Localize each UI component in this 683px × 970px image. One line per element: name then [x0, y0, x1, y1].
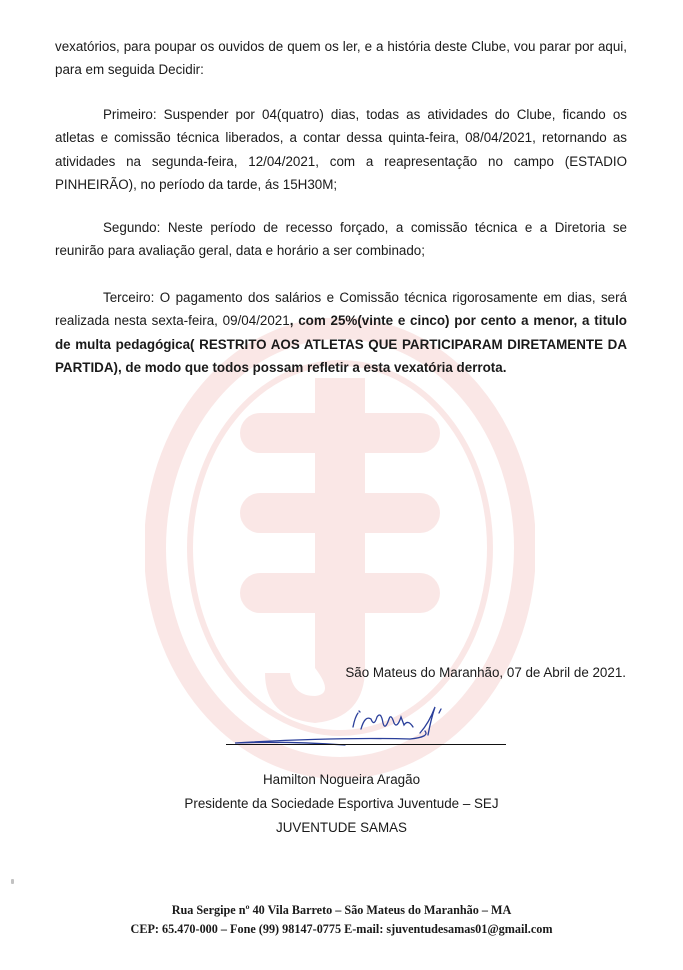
signer-name: Hamilton Nogueira Aragão	[262, 772, 421, 787]
paragraph-primeiro-text: Primeiro: Suspender por 04(quatro) dias, todas as atividades do Clube, ficando os atletas e comissão técnica liberados, a contar dessa quinta-feira, 08/04/2021, retornando as atividades na segunda-feira, 12/04/2021, com a reapresentação no campo (ESTADIO PINHEIRÃO), no período da tarde, ás 15H30M;	[55, 107, 627, 192]
paragraph-primeiro	[55, 103, 627, 196]
handwritten-signature	[225, 705, 515, 755]
signer-title: Presidente da Sociedade Esportiva Juventude – SEJ	[184, 796, 499, 811]
paragraph-terceiro-bold-text: , com 25%(vinte e cinco) por cento a menor, a titulo de multa pedagógica( RESTRITO AOS ATLETAS QUE PARTICIPARAM DIRETAMENTE DA PARTIDA), de modo que todos possam refletir a esta vexatória derrota.	[55, 313, 627, 375]
footer-address: Rua Sergipe nº 40 Vila Barreto – São Mateus do Maranhão – MA	[171, 903, 512, 917]
paragraph-terceiro-text: Terceiro: O pagamento dos salários e Comissão técnica rigorosamente em dias, será realizada nesta sexta-feira, 09/04/2021	[55, 290, 627, 329]
footer-contact: CEP: 65.470-000 – Fone (99) 98147-0775 E-mail: sjuventudesamas01@gmail.com	[130, 922, 553, 936]
date-line: São Mateus do Maranhão, 07 de Abril de 2021.	[345, 665, 626, 680]
scan-speck	[11, 879, 14, 884]
signer-club: JUVENTUDE SAMAS	[276, 820, 407, 835]
paragraph-terceiro	[55, 286, 627, 379]
paragraph-intro	[55, 35, 627, 82]
signature-line	[226, 744, 506, 745]
paragraph-segundo	[55, 216, 627, 263]
paragraph-intro-text: vexatórios, para poupar os ouvidos de quem os ler, e a história deste Clube, vou parar por aqui, para em seguida Decidir:	[55, 39, 627, 78]
paragraph-segundo-text: Segundo: Neste período de recesso forçado, a comissão técnica e a Diretoria se reunirão para avaliação geral, data e horário a ser combinado;	[55, 220, 627, 259]
